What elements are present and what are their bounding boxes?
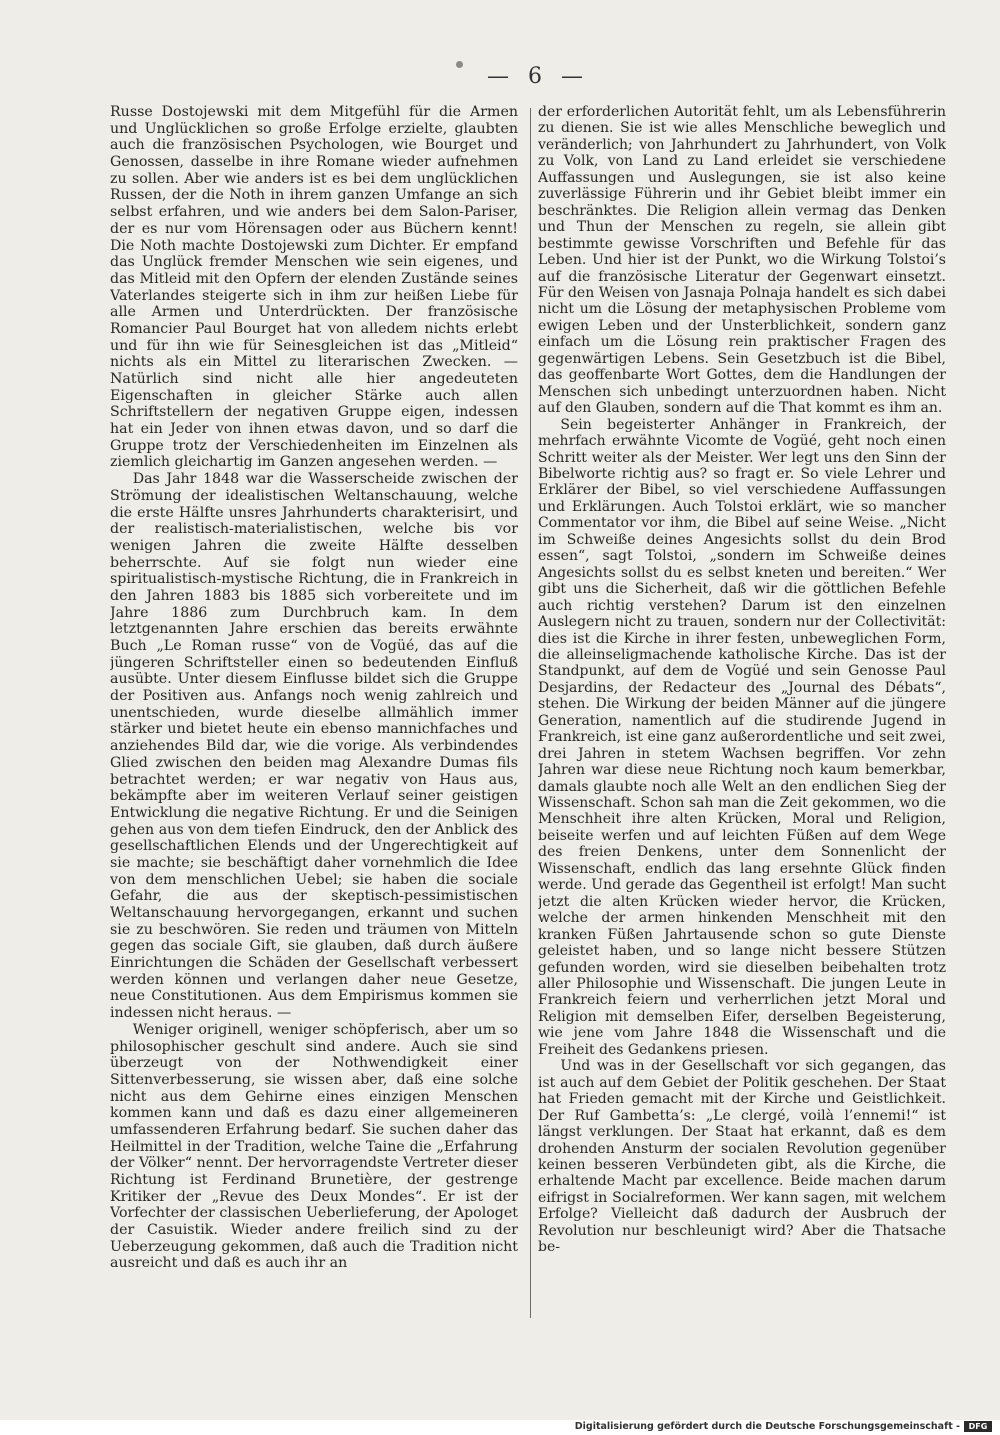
left-text-column [110, 104, 518, 1314]
page-number: — 6 — [487, 64, 589, 89]
dfg-logo: DFG [964, 1421, 992, 1432]
punch-hole-mark [456, 61, 463, 68]
right-text-column [538, 104, 946, 1314]
paragraph: Sein begeisterter Anhänger in Frankreich, der mehrfach erwähnte Vicomte de Vogüé, geht noch einen Schritt weiter als der Meister. Wer legt uns den Sinn der Bibelworte richtig aus? so fragt er. So viele Lehrer und Erklärer der Bibel, so viel verschiedene Auffassungen und Erklärungen. Auch Tolstoi erklärt, wie so mancher Commentator vor ihm, die Bibel auf seine Weise. „Nicht im Schweiße deines Angesichts sollst du dein Brod essen“, sagt Tolstoi, „sondern im Schweiße deines Angesichts sollst du es selbst kneten und bereiten.“ Wer gibt uns die Sicherheit, daß wir die göttlichen Befehle auch richtig verstehen? Darum ist den einzelnen Auslegern nicht zu trauen, sondern nur der Collectivität: dies ist die Kirche in ihrer festen, unbeweglichen Form, die alleinseligmachende katholische Kirche. Das ist der Standpunkt, auf dem de Vogüé und sein Genosse Paul Desjardins, der Redacteur des „Journal des Débats“, stehen. Die Wirkung der beiden Männer auf die jüngere Generation, namentlich auf die studirende Jugend in Frankreich, ist eine ganz außerordentliche und seit zwei, drei Jahren in stetem Wachsen begriffen. Vor zehn Jahren war diese neue Richtung noch kaum bemerkbar, damals glaubte noch alle Welt an den endlichen Sieg der Wissenschaft. Schon sah man die Zeit gekommen, wo die Menschheit ihre alten Krücken, Moral und Religion, beiseite werfen und auf leichten Füßen auf dem Wege des freien Denkens, unter dem Sonnenlicht der Wissenschaft, endlich das lang ersehnte Glück finden werde. Und gerade das Gegentheil ist erfolgt! Man sucht jetzt die alten Krücken wieder hervor, die Krücken, welche der armen hinkenden Menschheit mit den kranken Füßen Jahrtausende schon so gute Dienste geleistet haben, und so lange nicht bessere Stützen gefunden worden, wird sie dieselben beibehalten trotz aller Philosophie und Wissenschaft. Die jungen Leute in Frankreich feiern und verherrlichen jetzt Moral und Religion mit demselben Eifer, derselben Begeisterung, wie jene vom Jahre 1848 die Wissenschaft und die Freiheit des Gedankens priesen. [538, 416, 946, 1058]
paragraph: der erforderlichen Autorität fehlt, um als Lebensführerin zu dienen. Sie ist wie alles Menschliche beweglich und veränderlich; von Jahrhundert zu Jahrhundert, von Volk zu Volk, von Land zu Land erleidet sie verschiedene Auffassungen und Auslegungen, sie ist also keine zuverlässige Führerin und ihr Gebiet bleibt immer ein beschränktes. Die Religion allein vermag das Denken und Thun der Menschen zu regeln, sie allein gibt bestimmte gewisse Vorschriften und Befehle für das Leben. Und hier ist der Punkt, wo die Wirkung Tolstoi’s auf die französische Literatur der Gegenwart einsetzt. Für den Weisen von Jasnaja Polnaja handelt es sich dabei nicht um die Lösung der metaphysischen Probleme vom ewigen Leben und der Unsterblichkeit, sondern ganz einfach um die Lösung rein praktischer Fragen des gegenwärtigen Lebens. Sein Gesetzbuch ist die Bibel, das geoffenbarte Wort Gottes, dem die Handlungen der Menschen sich unbedingt unterzuordnen haben. Nicht auf den Glauben, sondern auf die That kommt es ihm an. [538, 104, 946, 417]
footer-credit: Digitalisierung gefördert durch die Deutsche Forschungsgemeinschaft - [574, 1421, 960, 1432]
paragraph: Das Jahr 1848 war die Wasserscheide zwischen der Strömung der idealistischen Weltanschauung, welche die erste Hälfte unsres Jahrhunderts charakterisirt, und der realistisch-materialistischen, welche bis vor wenigen Jahren die zweite Hälfte desselben beherrschte. Auf sie folgt nun wieder eine spiritualistisch-mystische Richtung, die in Frankreich in den Jahren 1883 bis 1885 sich vorbereitete und im Jahre 1886 zum Durchbruch kam. In dem letztgenannten Jahre erschien das bereits erwähnte Buch „Le Roman russe“ von de Vogüé, das auf die jüngeren Schriftsteller einen so bedeutenden Einfluß ausübte. Unter diesem Einflusse bildet sich die Gruppe der Positiven aus. Anfangs noch wenig zahlreich und unentschieden, wurde dieselbe allmählich immer stärker und bietet heute ein ebenso mannichfaches und anziehendes Bild dar, wie die vorige. Als verbindendes Glied zwischen den beiden mag Alexandre Dumas fils betrachtet werden; er war negativ von Haus aus, bekämpfte aber im weiteren Verlauf seiner geistigen Entwicklung die negative Richtung. Er und die Seinigen gehen aus von dem tiefen Eindruck, den der Anblick des gesellschaftlichen Elends und der Ungerechtigkeit auf sie machte; sie beschäftigt daher vornehmlich die Idee von dem menschlichen Uebel; sie haben die sociale Gefahr, die aus der skeptisch-pessimistischen Weltanschauung hervorgegangen, erkannt und suchen sie zu beschwören. Sie reden und träumen von Mitteln gegen das sociale Gift, sie glauben, daß durch äußere Einrichtungen die Schäden der Gesellschaft verbessert werden können und verlangen daher neue Gesetze, neue Constitutionen. Aus dem Empirismus kommen sie indessen nicht heraus. — [110, 471, 518, 1022]
paragraph: Und was in der Gesellschaft vor sich gegangen, das ist auch auf dem Gebiet der Politik geschehen. Der Staat hat Frieden gemacht mit der Kirche und Geistlichkeit. Der Ruf Gambetta’s: „Le clergé, voilà l’ennemi!“ ist längst verklungen. Der Staat hat erkannt, daß es dem drohenden Ansturm der socialen Revolution gegenüber keinen besseren Verbündeten gibt, als die Kirche, die erhaltende Macht par excellence. Beide machen darum eifrigst in Socialreformen. Wer kann sagen, mit welchem Erfolge? Vielleicht daß dadurch der Ausbruch der Revolution nur beschleunigt wird? Aber die Thatsache be- [538, 1058, 946, 1256]
paragraph: Russe Dostojewski mit dem Mitgefühl für die Armen und Unglücklichen so große Erfolge erzielte, glaubten auch die französischen Psychologen, wie Bourget und Genossen, dasselbe in ihre Romane wieder aufnehmen zu sollen. Aber wie anders ist es bei dem unglücklichen Russen, der die Noth in ihrem ganzen Umfange an sich selbst erfahren, und wie anders bei dem Salon-Pariser, der es nur vom Hörensagen oder aus Büchern kennt! Die Noth machte Dostojewski zum Dichter. Er empfand das Unglück fremder Menschen wie sein eigenes, und das Mitleid mit den Opfern der elenden Zustände seines Vaterlandes steigerte sich in ihm zur heißen Liebe für alle Armen und Unterdrückten. Der französische Romancier Paul Bourget hat von alledem nichts erlebt und für ihn wie für Seinesgleichen ist das „Mitleid“ nichts als ein Mittel zu literarischen Zwecken. — Natürlich sind nicht alle hier angedeuteten Eigenschaften in gleicher Stärke auch allen Schriftstellern der negativen Gruppe eigen, indessen hat ein Jeder von ihnen etwas davon, und so darf die Gruppe trotz der Verschiedenheiten im Einzelnen als ziemlich gleichartig im Ganzen angesehen werden. — [110, 104, 518, 471]
column-divider [530, 108, 531, 1318]
paragraph: Weniger originell, weniger schöpferisch, aber um so philosophischer geschult sind andere. Auch sie sind überzeugt von der Nothwendigkeit einer Sittenverbesserung, sie wissen aber, daß eine solche nicht aus dem Gehirne eines einzigen Menschen kommen kann und daß es dazu einer allgemeineren umfassenderen Erfahrung bedarf. Sie suchen daher das Heilmittel in der Tradition, welche Taine die „Erfahrung der Völker“ nennt. Der hervorragendste Vertreter dieser Richtung ist Ferdinand Brunetière, der gestrenge Kritiker der „Revue des Deux Mondes“. Er ist der Vorfechter der classischen Ueberlieferung, der Apologet der Casuistik. Wieder andere freilich sind zu der Ueberzeugung gekommen, daß auch die Tradition nicht ausreicht und daß es auch ihr an [110, 1021, 518, 1272]
